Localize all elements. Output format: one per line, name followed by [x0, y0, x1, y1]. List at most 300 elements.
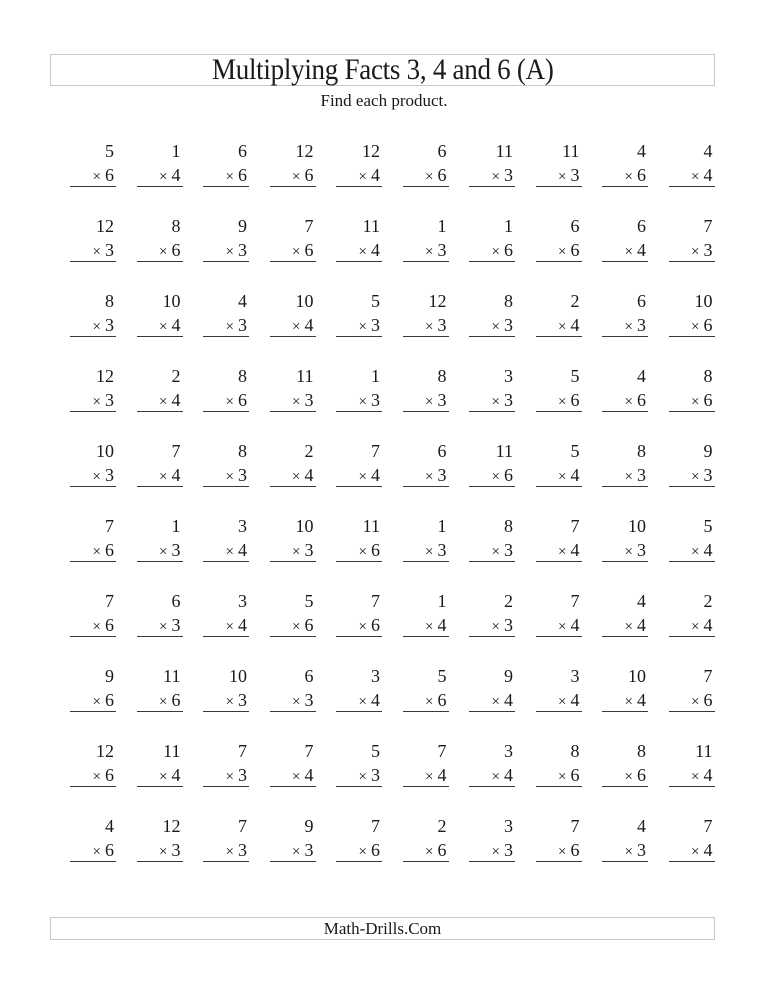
problem-bottom-line: [602, 764, 648, 787]
problem-bottom-factor: 3: [304, 540, 314, 560]
times-icon: ×: [92, 319, 101, 335]
problem-top-factor: 1: [371, 366, 380, 386]
problem-bottom-factor: 3: [504, 315, 513, 335]
problem-bottom-factor: 4: [171, 390, 181, 410]
problem-bottom-line: [70, 164, 116, 187]
problem-bottom-line: [403, 389, 449, 412]
problem-bottom-factor: 4: [304, 765, 314, 785]
times-icon: ×: [691, 169, 700, 185]
times-icon: ×: [624, 844, 633, 860]
problem-bottom-factor: 6: [105, 690, 114, 710]
multiplication-problem: [669, 288, 715, 363]
multiplication-problem: [469, 438, 515, 513]
problem-bottom-factor: 3: [703, 240, 713, 260]
problem-bottom-line: [403, 689, 449, 712]
times-icon: ×: [159, 469, 168, 485]
problem-bottom-line: [602, 539, 648, 562]
times-icon: ×: [624, 394, 633, 410]
multiplication-problem: [403, 513, 449, 588]
multiplication-problem: [270, 813, 316, 888]
problem-bottom-factor: 4: [371, 165, 380, 185]
problem-top-factor: 11: [296, 366, 314, 386]
problem-top-factor: 12: [295, 141, 314, 161]
problem-top-factor: 2: [437, 816, 447, 836]
times-icon: ×: [558, 169, 567, 185]
multiplication-problem: [602, 213, 648, 288]
multiplication-problem: [469, 813, 515, 888]
multiplication-problem: [336, 138, 382, 213]
multiplication-problem: [669, 663, 715, 738]
multiplication-problem: [270, 213, 316, 288]
times-icon: ×: [225, 619, 234, 635]
problem-top-factor: 2: [703, 591, 713, 611]
problem-bottom-line: [137, 314, 183, 337]
problem-top-factor: 8: [637, 741, 646, 761]
times-icon: ×: [624, 619, 633, 635]
problem-bottom-line: [336, 164, 382, 187]
problem-bottom-line: [669, 839, 715, 862]
multiplication-problem: [602, 288, 648, 363]
times-icon: ×: [358, 544, 367, 560]
problem-top-factor: 7: [304, 216, 314, 236]
problem-top-factor: 4: [105, 816, 114, 836]
multiplication-problem: [137, 138, 183, 213]
multiplication-problem: [203, 588, 249, 663]
times-icon: ×: [292, 469, 301, 485]
problem-bottom-line: [203, 539, 249, 562]
times-icon: ×: [92, 469, 101, 485]
problem-bottom-factor: 4: [570, 465, 580, 485]
problem-bottom-line: [602, 239, 648, 262]
times-icon: ×: [491, 769, 500, 785]
problem-top-factor: 4: [238, 291, 247, 311]
multiplication-problem: [336, 588, 382, 663]
problem-top-factor: 3: [238, 516, 247, 536]
multiplication-problem: [669, 513, 715, 588]
multiplication-problem: [669, 213, 715, 288]
problem-bottom-factor: 3: [504, 390, 513, 410]
problem-top-factor: 7: [371, 816, 380, 836]
problem-bottom-factor: 4: [437, 765, 447, 785]
problem-top-factor: 6: [437, 441, 447, 461]
times-icon: ×: [358, 394, 367, 410]
problem-bottom-factor: 6: [304, 165, 314, 185]
problem-bottom-factor: 4: [304, 315, 314, 335]
multiplication-problem: [536, 138, 582, 213]
problem-bottom-factor: 3: [504, 165, 513, 185]
problem-bottom-factor: 4: [570, 690, 580, 710]
problem-bottom-line: [469, 689, 515, 712]
problem-bottom-factor: 6: [703, 690, 713, 710]
problem-bottom-line: [203, 464, 249, 487]
problem-bottom-factor: 3: [238, 240, 247, 260]
problem-top-factor: 8: [703, 366, 713, 386]
problem-top-factor: 10: [295, 516, 314, 536]
multiplication-problem: [602, 513, 648, 588]
problem-bottom-line: [602, 689, 648, 712]
multiplication-problem: [669, 138, 715, 213]
times-icon: ×: [92, 544, 101, 560]
multiplication-problem: [70, 213, 116, 288]
multiplication-problem: [536, 813, 582, 888]
times-icon: ×: [225, 769, 234, 785]
times-icon: ×: [491, 469, 500, 485]
times-icon: ×: [225, 244, 234, 260]
problem-bottom-factor: 3: [238, 765, 247, 785]
times-icon: ×: [491, 844, 500, 860]
problem-bottom-factor: 4: [371, 240, 380, 260]
problem-bottom-line: [669, 389, 715, 412]
multiplication-problem: [469, 288, 515, 363]
problem-bottom-factor: 6: [570, 240, 580, 260]
problem-bottom-line: [137, 614, 183, 637]
worksheet-title: Multiplying Facts 3, 4 and 6 (A): [211, 53, 554, 86]
problem-bottom-factor: 4: [371, 465, 380, 485]
problem-top-factor: 6: [570, 216, 580, 236]
times-icon: ×: [159, 394, 168, 410]
times-icon: ×: [225, 694, 234, 710]
problem-top-factor: 4: [703, 141, 713, 161]
multiplication-problem: [336, 213, 382, 288]
multiplication-problem: [137, 438, 183, 513]
problem-grid: [70, 138, 735, 888]
multiplication-problem: [469, 663, 515, 738]
times-icon: ×: [425, 244, 434, 260]
problem-bottom-line: [137, 164, 183, 187]
problem-bottom-factor: 3: [238, 315, 247, 335]
times-icon: ×: [491, 319, 500, 335]
multiplication-problem: [270, 588, 316, 663]
problem-bottom-line: [336, 314, 382, 337]
multiplication-problem: [336, 513, 382, 588]
multiplication-problem: [70, 288, 116, 363]
multiplication-problem: [70, 588, 116, 663]
multiplication-problem: [203, 438, 249, 513]
times-icon: ×: [624, 694, 633, 710]
problem-bottom-line: [669, 239, 715, 262]
problem-bottom-line: [137, 239, 183, 262]
times-icon: ×: [558, 769, 567, 785]
problem-top-factor: 10: [96, 441, 114, 461]
times-icon: ×: [624, 469, 633, 485]
times-icon: ×: [292, 769, 301, 785]
multiplication-problem: [669, 438, 715, 513]
problem-bottom-line: [536, 839, 582, 862]
times-icon: ×: [425, 169, 434, 185]
problem-bottom-line: [403, 614, 449, 637]
problem-top-factor: 7: [703, 816, 713, 836]
problem-top-factor: 8: [437, 366, 447, 386]
times-icon: ×: [558, 619, 567, 635]
times-icon: ×: [425, 694, 434, 710]
problem-top-factor: 12: [96, 216, 114, 236]
footer-site-name: Math-Drills.Com: [323, 919, 442, 938]
problem-bottom-line: [270, 689, 316, 712]
multiplication-problem: [403, 213, 449, 288]
multiplication-problem: [70, 438, 116, 513]
problem-bottom-line: [536, 614, 582, 637]
problem-top-factor: 1: [171, 141, 181, 161]
times-icon: ×: [225, 544, 234, 560]
problem-bottom-factor: 6: [703, 315, 713, 335]
problem-top-factor: 11: [163, 741, 181, 761]
multiplication-problem: [137, 363, 183, 438]
problem-bottom-line: [70, 539, 116, 562]
multiplication-problem: [536, 288, 582, 363]
problem-bottom-line: [403, 464, 449, 487]
problem-top-factor: 6: [637, 216, 646, 236]
problem-top-factor: 11: [495, 441, 513, 461]
times-icon: ×: [691, 244, 700, 260]
problem-top-factor: 6: [171, 591, 181, 611]
problem-top-factor: 9: [304, 816, 314, 836]
problem-bottom-factor: 3: [437, 540, 447, 560]
problem-bottom-line: [70, 764, 116, 787]
problem-bottom-line: [203, 689, 249, 712]
problem-bottom-line: [602, 389, 648, 412]
problem-top-factor: 3: [238, 591, 247, 611]
problem-bottom-factor: 4: [703, 165, 713, 185]
problem-top-factor: 12: [96, 741, 114, 761]
problem-bottom-factor: 3: [238, 465, 247, 485]
problem-bottom-line: [536, 539, 582, 562]
problem-bottom-factor: 4: [637, 615, 646, 635]
times-icon: ×: [92, 619, 101, 635]
multiplication-problem: [336, 813, 382, 888]
problem-bottom-line: [469, 614, 515, 637]
problem-top-factor: 4: [637, 816, 646, 836]
problem-bottom-factor: 3: [171, 615, 181, 635]
multiplication-problem: [203, 213, 249, 288]
multiplication-problem: [70, 813, 116, 888]
problem-top-factor: 4: [637, 591, 646, 611]
multiplication-problem: [403, 138, 449, 213]
problem-bottom-factor: 4: [171, 165, 181, 185]
problem-bottom-line: [70, 464, 116, 487]
problem-bottom-factor: 6: [570, 840, 580, 860]
problem-bottom-line: [602, 464, 648, 487]
problem-bottom-line: [336, 539, 382, 562]
problem-top-factor: 4: [637, 366, 646, 386]
problem-bottom-factor: 6: [238, 165, 247, 185]
times-icon: ×: [159, 769, 168, 785]
times-icon: ×: [425, 319, 434, 335]
problem-top-factor: 7: [238, 816, 247, 836]
multiplication-problem: [203, 813, 249, 888]
problem-top-factor: 5: [371, 291, 380, 311]
times-icon: ×: [92, 844, 101, 860]
problem-bottom-line: [469, 839, 515, 862]
problem-top-factor: 12: [162, 816, 181, 836]
times-icon: ×: [358, 769, 367, 785]
problem-bottom-factor: 3: [437, 315, 447, 335]
problem-bottom-line: [669, 464, 715, 487]
times-icon: ×: [558, 844, 567, 860]
problem-top-factor: 12: [428, 291, 447, 311]
problem-top-factor: 7: [371, 441, 380, 461]
problem-bottom-factor: 6: [637, 390, 646, 410]
problem-top-factor: 7: [371, 591, 380, 611]
multiplication-problem: [336, 663, 382, 738]
problem-top-factor: 3: [504, 366, 513, 386]
multiplication-problem: [137, 513, 183, 588]
times-icon: ×: [292, 544, 301, 560]
problem-bottom-line: [403, 839, 449, 862]
problem-top-factor: 4: [637, 141, 646, 161]
problem-top-factor: 6: [637, 291, 646, 311]
problem-bottom-factor: 3: [371, 315, 380, 335]
times-icon: ×: [491, 544, 500, 560]
problem-bottom-line: [203, 239, 249, 262]
problem-bottom-line: [669, 614, 715, 637]
multiplication-problem: [669, 738, 715, 813]
times-icon: ×: [558, 544, 567, 560]
problem-bottom-factor: 6: [105, 540, 114, 560]
problem-bottom-factor: 4: [703, 615, 713, 635]
problem-top-factor: 8: [504, 291, 513, 311]
problem-bottom-factor: 6: [371, 540, 380, 560]
multiplication-problem: [70, 138, 116, 213]
problem-bottom-line: [669, 689, 715, 712]
problem-bottom-line: [137, 464, 183, 487]
problem-bottom-line: [137, 539, 183, 562]
multiplication-problem: [403, 438, 449, 513]
times-icon: ×: [292, 694, 301, 710]
problem-bottom-factor: 6: [437, 165, 447, 185]
problem-top-factor: 8: [504, 516, 513, 536]
times-icon: ×: [691, 694, 700, 710]
problem-bottom-factor: 4: [304, 465, 314, 485]
problem-bottom-factor: 3: [437, 390, 447, 410]
problem-bottom-line: [536, 389, 582, 412]
problem-bottom-factor: 3: [637, 315, 646, 335]
problem-bottom-factor: 6: [637, 765, 646, 785]
problem-bottom-factor: 4: [238, 540, 247, 560]
multiplication-problem: [70, 363, 116, 438]
times-icon: ×: [159, 694, 168, 710]
multiplication-problem: [602, 738, 648, 813]
multiplication-problem: [536, 363, 582, 438]
problem-bottom-line: [536, 689, 582, 712]
problem-top-factor: 7: [570, 516, 580, 536]
problem-bottom-line: [70, 314, 116, 337]
times-icon: ×: [691, 844, 700, 860]
problem-bottom-line: [669, 314, 715, 337]
problem-top-factor: 11: [695, 741, 713, 761]
times-icon: ×: [159, 169, 168, 185]
problem-top-factor: 12: [362, 141, 380, 161]
problem-top-factor: 6: [238, 141, 247, 161]
problem-bottom-factor: 6: [703, 390, 713, 410]
problem-bottom-line: [270, 764, 316, 787]
problem-bottom-line: [536, 314, 582, 337]
problem-bottom-factor: 4: [570, 315, 580, 335]
problem-bottom-line: [270, 539, 316, 562]
multiplication-problem: [669, 363, 715, 438]
times-icon: ×: [358, 694, 367, 710]
problem-bottom-factor: 6: [105, 615, 114, 635]
multiplication-problem: [536, 738, 582, 813]
multiplication-problem: [137, 588, 183, 663]
times-icon: ×: [691, 394, 700, 410]
multiplication-problem: [270, 438, 316, 513]
problem-bottom-factor: 6: [437, 840, 447, 860]
multiplication-problem: [403, 738, 449, 813]
multiplication-problem: [137, 738, 183, 813]
problem-bottom-line: [70, 614, 116, 637]
problem-bottom-line: [203, 389, 249, 412]
problem-bottom-line: [70, 839, 116, 862]
times-icon: ×: [225, 844, 234, 860]
problem-bottom-line: [469, 314, 515, 337]
problem-bottom-line: [669, 764, 715, 787]
problem-bottom-line: [469, 764, 515, 787]
times-icon: ×: [691, 619, 700, 635]
problem-bottom-factor: 6: [105, 840, 114, 860]
multiplication-problem: [536, 438, 582, 513]
multiplication-problem: [203, 738, 249, 813]
multiplication-problem: [203, 288, 249, 363]
times-icon: ×: [358, 844, 367, 860]
multiplication-problem: [336, 288, 382, 363]
problem-bottom-line: [336, 764, 382, 787]
problem-top-factor: 7: [105, 516, 114, 536]
multiplication-problem: [669, 813, 715, 888]
times-icon: ×: [225, 169, 234, 185]
multiplication-problem: [602, 588, 648, 663]
multiplication-problem: [403, 588, 449, 663]
problem-bottom-factor: 4: [171, 315, 181, 335]
problem-top-factor: 5: [437, 666, 447, 686]
problem-bottom-factor: 3: [238, 690, 247, 710]
problem-bottom-factor: 4: [171, 765, 181, 785]
problem-top-factor: 11: [163, 666, 181, 686]
multiplication-problem: [403, 663, 449, 738]
problem-bottom-factor: 3: [105, 465, 114, 485]
problem-bottom-line: [602, 614, 648, 637]
problem-bottom-line: [536, 239, 582, 262]
problem-bottom-factor: 6: [171, 690, 181, 710]
problem-top-factor: 1: [171, 516, 181, 536]
times-icon: ×: [225, 394, 234, 410]
problem-bottom-factor: 3: [105, 240, 114, 260]
problem-bottom-factor: 6: [304, 615, 314, 635]
problem-bottom-line: [336, 239, 382, 262]
problem-bottom-line: [403, 539, 449, 562]
problem-bottom-line: [669, 164, 715, 187]
multiplication-problem: [203, 138, 249, 213]
problem-bottom-line: [336, 389, 382, 412]
problem-top-factor: 12: [96, 366, 114, 386]
problem-bottom-factor: 4: [703, 765, 713, 785]
problem-top-factor: 6: [437, 141, 447, 161]
problem-bottom-factor: 6: [371, 840, 380, 860]
times-icon: ×: [691, 319, 700, 335]
multiplication-problem: [469, 588, 515, 663]
problem-top-factor: 8: [171, 216, 181, 236]
multiplication-problem: [602, 363, 648, 438]
problem-top-factor: 8: [238, 366, 247, 386]
problem-top-factor: 7: [570, 591, 580, 611]
problem-bottom-line: [336, 464, 382, 487]
problem-bottom-factor: 4: [637, 240, 646, 260]
times-icon: ×: [358, 469, 367, 485]
multiplication-problem: [469, 738, 515, 813]
problem-top-factor: 2: [504, 591, 513, 611]
problem-bottom-factor: 4: [504, 690, 513, 710]
problem-top-factor: 7: [570, 816, 580, 836]
multiplication-problem: [469, 363, 515, 438]
